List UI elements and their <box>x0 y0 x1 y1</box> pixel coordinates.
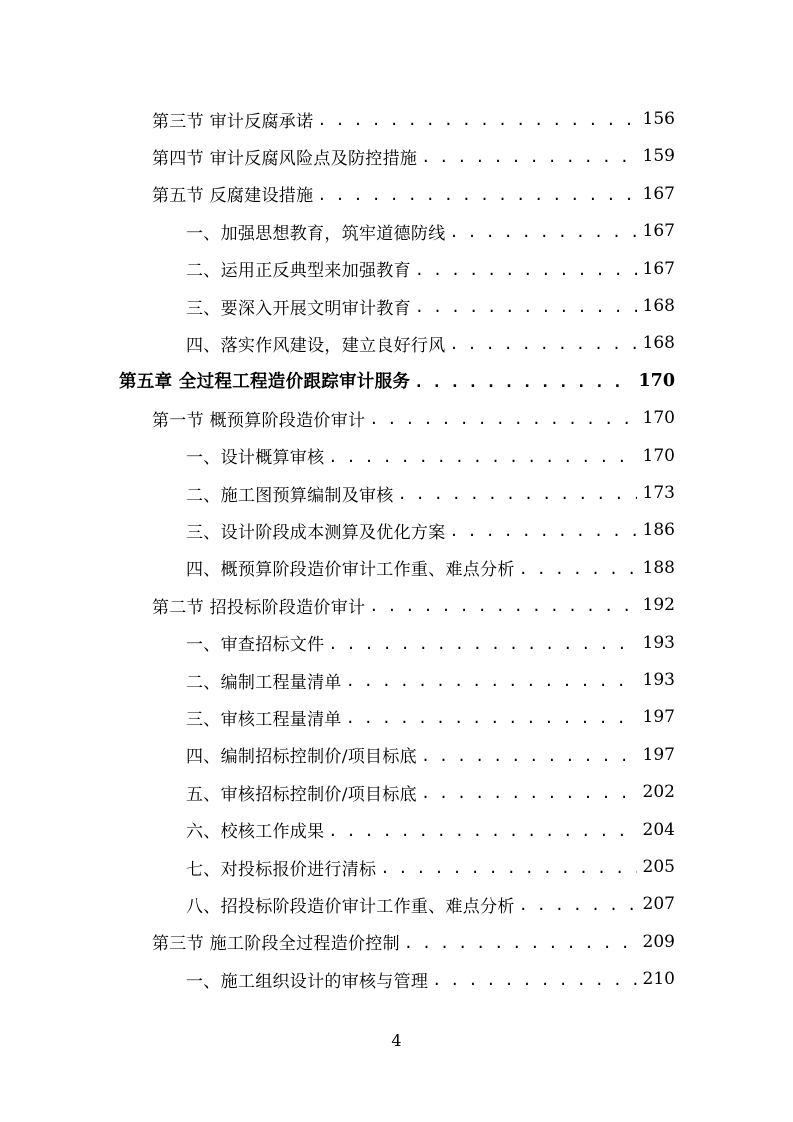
toc-page-number: 167 <box>642 258 675 279</box>
toc-dot-leader <box>328 635 637 653</box>
toc-entry-title: 第三节 审计反腐承诺 <box>152 111 314 132</box>
toc-entry-title: 一、审查招标文件 <box>186 635 325 656</box>
toc-entry-title: 四、编制招标控制价/项目标底 <box>186 747 417 768</box>
toc-dot-leader <box>450 223 638 241</box>
toc-page-number: 193 <box>642 670 675 690</box>
toc-entry-item[interactable] <box>186 811 675 848</box>
toc-entry-item[interactable] <box>186 549 675 586</box>
toc-entry-item[interactable] <box>186 849 675 886</box>
toc-entry-title: 二、编制工程量清单 <box>186 672 342 693</box>
toc-dot-leader <box>398 485 637 503</box>
toc-entry-item[interactable] <box>186 699 675 736</box>
toc-page-number: 159 <box>642 146 675 167</box>
toc-entry-item[interactable] <box>186 512 675 549</box>
toc-dot-leader <box>421 747 637 765</box>
toc-entry-section[interactable] <box>152 923 675 960</box>
toc-entry-title: 第五节 反腐建设措施 <box>152 186 314 207</box>
toc-page-number: 186 <box>642 520 675 541</box>
toc-entry-item[interactable] <box>186 250 675 287</box>
toc-page-number: 207 <box>642 894 675 915</box>
toc-entry-title: 第一节 概预算阶段造价审计 <box>152 410 366 431</box>
toc-entry-section[interactable] <box>152 138 675 175</box>
toc-page-number: 167 <box>642 221 675 242</box>
toc-entry-title: 第三节 施工阶段全过程造价控制 <box>152 934 400 955</box>
toc-page-number: 170 <box>642 408 675 429</box>
toc-dot-leader <box>421 784 637 802</box>
toc-entry-title: 三、审核工程量清单 <box>186 709 342 730</box>
toc-page-number: 156 <box>642 109 675 129</box>
toc-page-number: 192 <box>642 595 675 616</box>
toc-dot-leader <box>415 261 637 279</box>
toc-entry-title: 第五章 全过程工程造价跟踪审计服务 <box>119 372 411 393</box>
toc-dot-leader <box>404 934 637 952</box>
toc-entry-title: 六、校核工作成果 <box>186 822 325 843</box>
toc-page-number: 204 <box>642 819 675 840</box>
toc-page-number: 188 <box>642 557 675 578</box>
toc-page-number: 168 <box>642 333 675 354</box>
toc-entry-item[interactable] <box>186 437 675 474</box>
toc-entry-title: 第二节 招投标阶段造价审计 <box>152 597 366 618</box>
toc-dot-leader <box>317 111 637 129</box>
toc-entry-item[interactable] <box>186 662 675 699</box>
toc-entry-section[interactable] <box>152 400 675 437</box>
toc-page-number: 170 <box>638 370 675 391</box>
toc-dot-leader <box>414 373 634 391</box>
toc-entry-title: 五、审核招标控制价/项目标底 <box>186 784 417 805</box>
page-number: 4 <box>391 1031 402 1050</box>
toc-dot-leader <box>328 822 637 840</box>
toc-dot-leader <box>519 896 637 914</box>
toc-entry-title: 一、施工组织设计的审核与管理 <box>186 971 429 992</box>
toc-entry-title: 一、加强思想教育，筑牢道德防线 <box>186 223 446 244</box>
toc-page-number: 173 <box>642 483 675 503</box>
toc-entry-item[interactable] <box>186 288 675 325</box>
toc-entry-item[interactable] <box>186 886 675 923</box>
toc-page-number: 167 <box>642 183 675 204</box>
toc-dot-leader <box>346 672 637 690</box>
toc-entry-title: 八、招投标阶段造价审计工作重、难点分析 <box>186 896 515 917</box>
toc-dot-leader <box>369 410 637 428</box>
toc-page-number: 170 <box>642 445 675 466</box>
toc-page-number: 168 <box>642 296 675 316</box>
toc-page-number: 210 <box>642 969 675 990</box>
toc-entry-item[interactable] <box>186 961 675 998</box>
toc-entry-title: 第四节 审计反腐风险点及防控措施 <box>152 148 418 169</box>
toc-dot-leader <box>421 148 637 166</box>
toc-dot-leader <box>415 298 637 316</box>
toc-entry-item[interactable] <box>186 774 675 811</box>
toc-page-number: 209 <box>642 931 675 952</box>
toc-entry-title: 二、运用正反典型来加强教育 <box>186 261 411 282</box>
toc-entry-title: 七、对投标报价进行清标 <box>186 859 377 880</box>
toc-entry-section[interactable] <box>152 587 675 624</box>
toc-dot-leader <box>317 186 637 204</box>
toc-dot-leader <box>519 560 637 578</box>
toc-page-number: 202 <box>642 782 675 803</box>
toc-dot-leader <box>450 522 638 540</box>
toc-entry-item[interactable] <box>186 624 675 661</box>
toc-entry-title: 一、设计概算审核 <box>186 448 325 469</box>
toc-dot-leader <box>432 971 637 989</box>
toc-entry-title: 二、施工图预算编制及审核 <box>186 485 394 506</box>
toc-entry-title: 三、要深入开展文明审计教育 <box>186 298 411 319</box>
toc-entry-item[interactable] <box>186 213 675 250</box>
toc-dot-leader <box>328 448 637 466</box>
toc-dot-leader <box>346 709 637 727</box>
toc-entry-title: 四、概预算阶段造价审计工作重、难点分析 <box>186 560 515 581</box>
toc-page-number: 205 <box>642 857 675 877</box>
toc-dot-leader <box>369 597 637 615</box>
toc-page-number: 197 <box>642 744 675 765</box>
toc-entry-section[interactable] <box>152 175 675 212</box>
toc-entry-item[interactable] <box>186 736 675 773</box>
toc-page-number: 197 <box>642 707 675 728</box>
toc-entry-title: 三、设计阶段成本测算及优化方案 <box>186 522 446 543</box>
toc-page-number: 193 <box>642 632 675 653</box>
toc-entry-item[interactable] <box>186 475 675 512</box>
toc-entry-item[interactable] <box>186 325 675 362</box>
toc-entry-chapter[interactable] <box>119 362 675 399</box>
toc-dot-leader <box>450 335 638 353</box>
toc-entry-title: 四、落实作风建设，建立良好行风 <box>186 335 446 356</box>
toc-entry-section[interactable] <box>152 101 675 138</box>
toc-dot-leader <box>380 859 637 877</box>
